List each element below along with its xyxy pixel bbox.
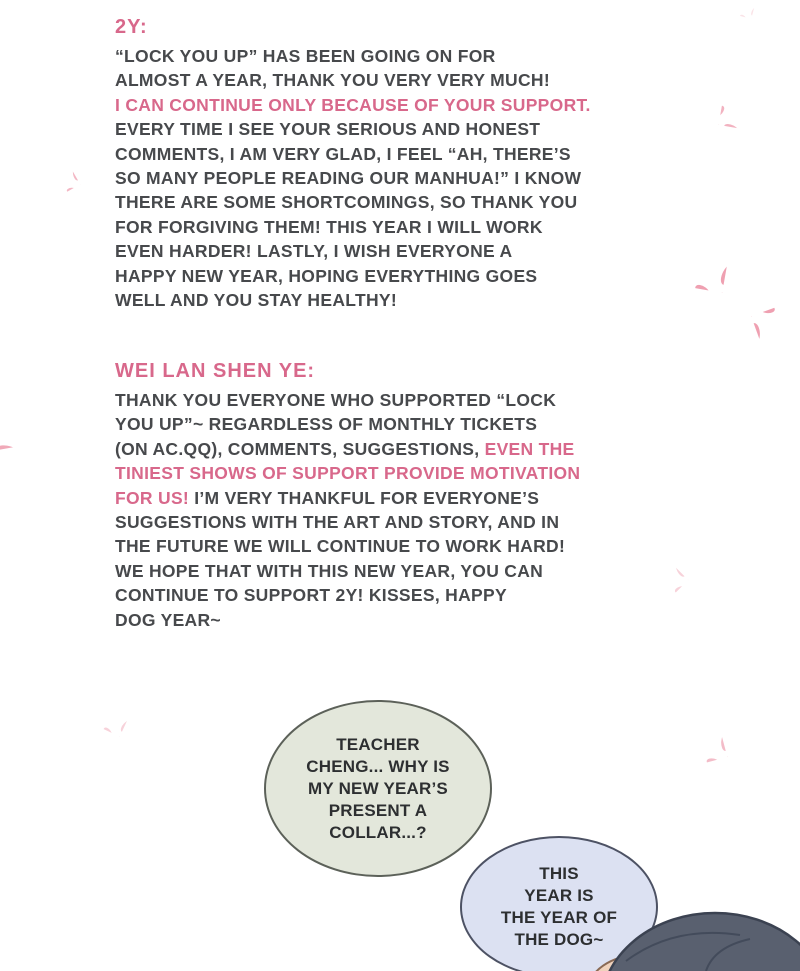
sakura-petal-icon bbox=[751, 297, 800, 369]
speech-bubble-collar-question bbox=[264, 700, 492, 877]
sakura-petal-icon bbox=[726, 0, 758, 19]
sakura-petal-icon bbox=[661, 221, 733, 293]
sakura-petal-icon bbox=[34, 155, 80, 201]
sakura-petal-icon bbox=[632, 552, 689, 609]
note-text: THANK YOU EVERYONE WHO SUPPORTED “LOCK YOU UP”~ REGARDLESS OF MONTHLY TICKETS (ON AC.QQ), COMMENTS, SUGGESTIONS, EVEN THE TINIEST SHOWS OF SUPPORT PROVIDE MOTIVATION FOR US! I’M VERY THANKFUL FOR EVERYONE’S SUGGESTIONS WITH THE ART AND STORY, AND IN THE FUTURE WE WILL CONTINUE TO WORK HARD! WE HOPE THAT WITH THIS NEW YEAR, YOU CAN CONTINUE TO SUPPORT 2Y! KISSES, HAPPY DOG YEAR~ bbox=[115, 390, 581, 630]
sakura-petal-icon bbox=[83, 683, 136, 736]
author-note-2y bbox=[115, 14, 591, 312]
note-text: “LOCK YOU UP” HAS BEEN GOING ON FOR ALMOST A YEAR, THANK YOU VERY VERY MUCH! I CAN CONTINUE ONLY BECAUSE OF YOUR SUPPORT. EVERY TIME I SEE YOUR SERIOUS AND HONEST COMMENTS, I AM VERY GLAD, I FEEL “AH, THERE’S SO MANY PEOPLE READING OUR MANHUA!” I KNOW THERE ARE SOME SHORTCOMINGS, SO THANK YOU FOR FORGIVING THEM! THIS YEAR I WILL WORK EVEN HARDER! LASTLY, I WISH EVERYONE A HAPPY NEW YEAR, HOPING EVERYTHING GOES WELL AND YOU STAY HEALTHY! bbox=[115, 46, 591, 311]
author-note-wei-lan-shen-ye bbox=[115, 358, 580, 632]
speech-bubble-text: THIS YEAR IS THE YEAR OF THE DOG~ bbox=[500, 864, 618, 949]
note-author-name: 2Y: bbox=[115, 16, 148, 38]
sakura-petal-icon bbox=[0, 378, 49, 452]
character-head-art bbox=[588, 899, 800, 971]
note-author-name: WEI LAN SHEN YE: bbox=[115, 360, 316, 382]
sakura-petal-icon bbox=[719, 82, 770, 133]
sakura-petal-icon bbox=[669, 711, 728, 770]
speech-bubble-text: TEACHER CHENG... WHY IS MY NEW YEAR’S PRESENT A COLLAR...? bbox=[306, 734, 450, 842]
